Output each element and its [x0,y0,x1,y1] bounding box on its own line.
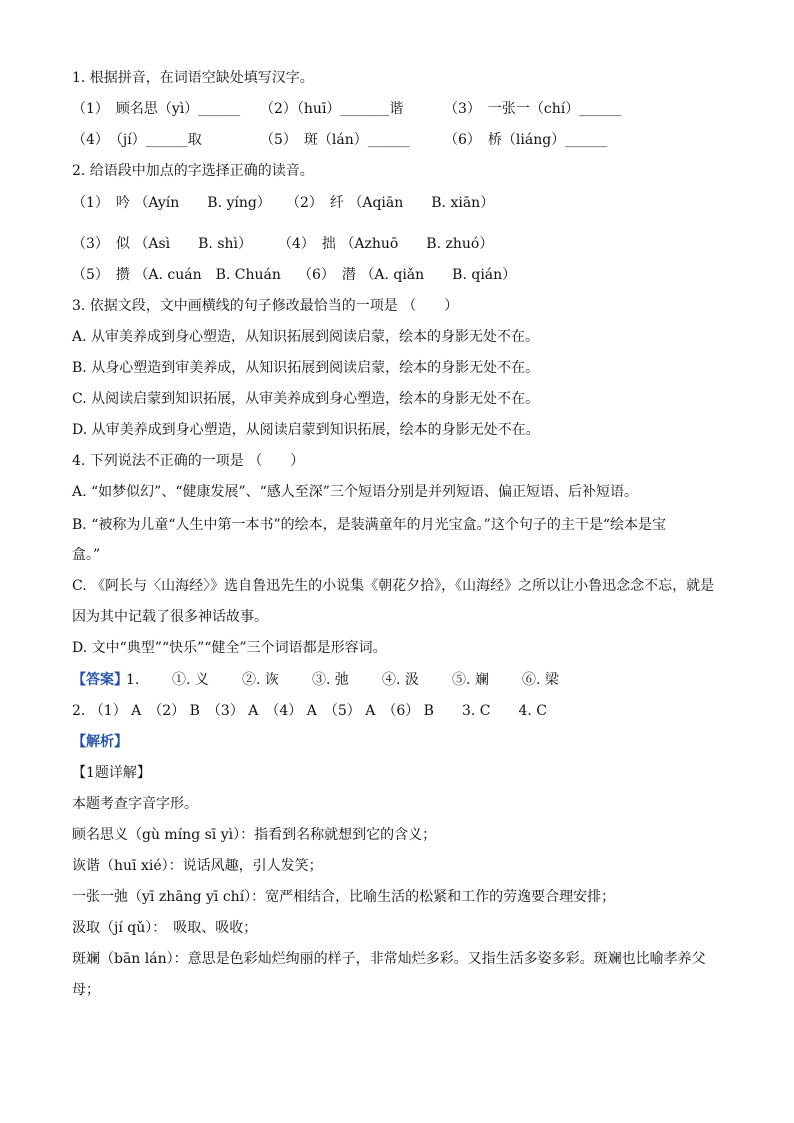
q3-option-a: A. 从审美养成到身心塑造，从知识拓展到阅读启蒙，绘本的身影无处不在。 [72,329,540,345]
q2-item-6: （6） 潜 （A. qiǎn B. qián） [298,267,517,283]
analysis-subheading: 【1题详解】 [72,765,151,781]
answer-item-6: ⑥. 梁 [522,672,559,688]
q3-option-b: B. 从身心塑造到审美养成，从知识拓展到阅读启蒙，绘本的身影无处不在。 [72,360,540,376]
answer-line2: 2. （1） A （2） B （3） A （4） A （5） A （6） B 3. C 4. C [72,703,548,719]
q4-option-d: D. 文中“典型”“快乐”“健全”三个词语都是形容词。 [72,640,387,656]
q4-title: 4. 下列说法不正确的一项是 （ ） [72,453,305,469]
q4-option-c-line1: C. 《阿长与〈山海经〉》选自鲁迅先生的小说集《朝花夕拾》，《山海经》之所以让小鲁迅念念不忘，就是 [72,578,715,594]
analysis-label: 【解析】 [72,734,128,750]
answer-label: 【答案】 [72,672,128,688]
q1-item-5: （5） 斑（lán）______ [260,132,410,148]
q4-option-c-line2: 因为其中记载了很多神话故事。 [72,609,268,625]
analysis-line-5: 斑斓（bān lán）：意思是色彩灿烂绚丽的样子，非常灿烂多彩。又指生活多姿多彩。斑斓也比喻孝养父 [72,951,706,967]
q2-item-1: （1） 吟 （Ayín B. yíng） [72,195,271,211]
q3-option-d: D. 从审美养成到身心塑造，从阅读启蒙到知识拓展，绘本的身影无处不在。 [72,422,540,438]
answer-item-3: ③. 弛 [312,672,349,688]
analysis-line-3: 一张一弛（yī zhāng yī chí）：宽严相结合，比喻生活的松紧和工作的劳逸要合理安排； [72,889,616,905]
answer-item-1: ①. 义 [172,672,209,688]
analysis-line-1: 顾名思义（gù míng sī yì）：指看到名称就想到它的含义； [72,827,437,843]
q2-item-5: （5） 攒 （A. cuán B. Chuán [72,267,281,283]
q2-item-2: （2） 纤 （Aqiān B. xiān） [286,195,495,211]
q2-item-3: （3） 似 （Asì B. shì） [72,236,252,252]
q3-option-c: C. 从阅读启蒙到知识拓展，从审美养成到身心塑造，绘本的身影无处不在。 [72,391,540,407]
q4-option-a: A. “如梦似幻”、“健康发展”、“感人至深”三个短语分别是并列短语、偏正短语、后补短语。 [72,484,638,500]
answer-prefix: 1. [126,672,140,688]
q2-title: 2. 给语段中加点的字选择正确的读音。 [72,163,314,179]
q1-item-3: （3） 一张一（chí）______ [444,101,622,117]
q4-option-b-line2: 盒。” [72,547,101,563]
q3-title: 3. 依据文段，文中画横线的句子修改最恰当的一项是 （ ） [72,298,459,314]
analysis-intro: 本题考查字音字形。 [72,796,198,812]
q1-item-2: （2）（huī）_______谐 [260,101,404,117]
q2-item-4: （4） 拙 （Azhuō B. zhuó） [278,236,494,252]
q4-option-b-line1: B. “被称为儿童“人生中第一本书”的绘本，是装满童年的月光宝盒。”这个句子的主干是“绘本是宝 [72,517,666,533]
analysis-line-4: 汲取（jí qǔ）： 吸取、吸收； [72,920,258,936]
answer-item-4: ④. 汲 [382,672,419,688]
analysis-line-6: 母； [72,982,100,998]
q1-item-6: （6） 桥（liáng）______ [444,132,608,148]
analysis-line-2: 诙谐（huī xié）：说话风趣，引人发笑； [72,858,323,874]
q1-item-4: （4） （jí）______取 [72,132,202,148]
q1-item-1: （1） 顾名思（yì）______ [72,101,241,117]
answer-item-2: ②. 诙 [242,672,279,688]
answer-item-5: ⑤. 斓 [452,672,489,688]
q1-title: 1. 根据拼音，在词语空缺处填写汉字。 [72,70,314,86]
